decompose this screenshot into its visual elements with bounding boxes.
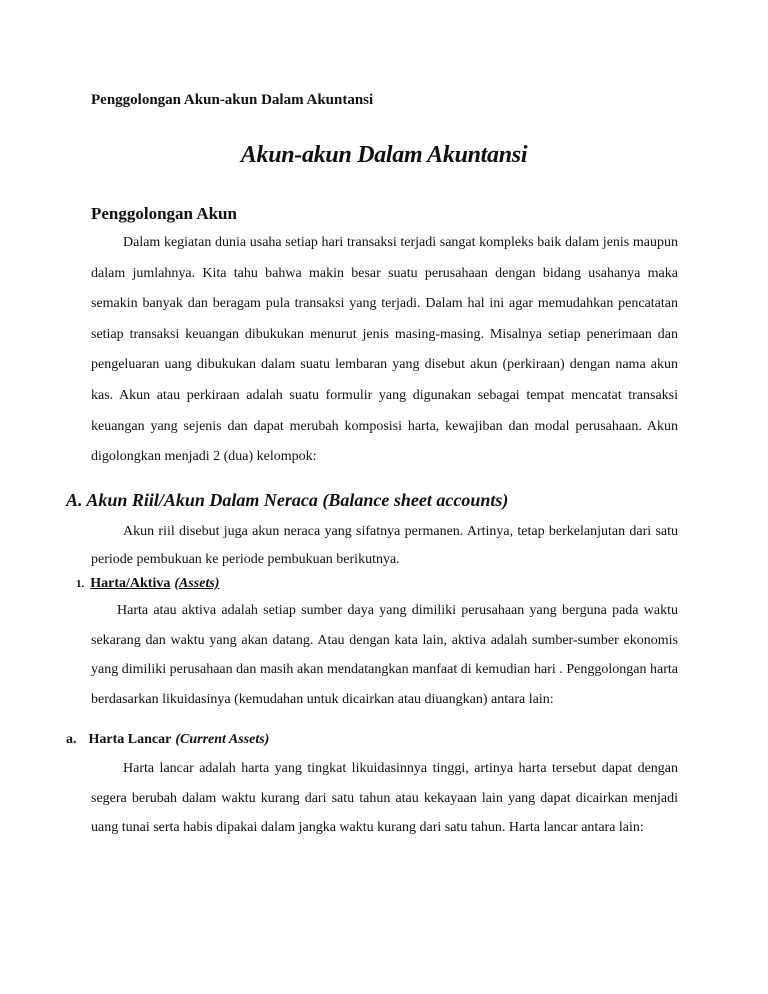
section-a-paragraph: Akun riil disebut juga akun neraca yang sifatnya permanen. Artinya, tetap berkelanjutan dari satu periode pembukuan ke periode pembukuan berikutnya. [91,524,678,567]
subsection-1-title: Harta/Aktiva [90,576,171,591]
subsection-1-title-en: (Assets) [174,576,220,591]
subsection-1-paragraph: Harta atau aktiva adalah setiap sumber daya yang dimiliki perusahaan yang berguna pada waktu sekarang dan waktu yang akan datang. Atau dengan kata lain, aktiva adalah sumber-sumber ekonomis yang dimiliki perusahaan dan masih akan mendatangkan manfaat di kemudian hari . Penggolongan harta berdasarkan likuidasinya (kemudahan untuk dicairkan atau diuangkan) antara lain: [91,603,678,707]
subsection-1-heading [76,576,219,592]
intro-paragraph: Dalam kegiatan dunia usaha setiap hari transaksi terjadi sangat kompleks baik dalam jenis maupun dalam jumlahnya. Kita tahu bahwa makin besar suatu perusahaan dengan bidang usahanya maka semakin banyak dan beragam pula transaksi yang terjadi. Dalam hal ini agar memudahkan pencatatan setiap transaksi keuangan dibukukan menurut jenis masing-masing. Misalnya setiap penerimaan dan pengeluaran uang dibukukan dalam suatu lembaran yang disebut akun (perkiraan) dengan nama akun kas. Akun atau perkiraan adalah suatu formulir yang digunakan sebagai tempat mencatat transaksi keuangan yang sejenis dan dapat merubah komposisi harta, kewajiban dan modal perusahaan. Akun digolongkan menjadi 2 (dua) kelompok: [91,235,678,465]
section-a-heading: A. Akun Riil/Akun Dalam Neraca (Balance sheet accounts) [66,490,509,510]
section-heading: Penggolongan Akun [91,204,237,223]
subsection-a-title-en: (Current Assets) [175,732,270,747]
subsection-a-title: Harta Lancar [88,732,172,747]
document-header: Penggolongan Akun-akun Dalam Akuntansi [91,92,374,108]
subsection-1-marker: 1. [76,578,85,590]
subsection-a-paragraph: Harta lancar adalah harta yang tingkat likuidasinnya tinggi, artinya harta tersebut dapat dengan segera berubah dalam waktu kurang dari satu tahun atau kekayaan lain yang dapat dicairkan menjadi uang tunai serta habis dipakai dalam jangka waktu kurang dari satu tahun. Harta lancar antara lain: [91,761,678,835]
subsection-a-marker: a. [66,732,77,747]
subsection-a-heading [66,732,269,748]
document-title: Akun-akun Dalam Akuntansi [240,142,528,168]
